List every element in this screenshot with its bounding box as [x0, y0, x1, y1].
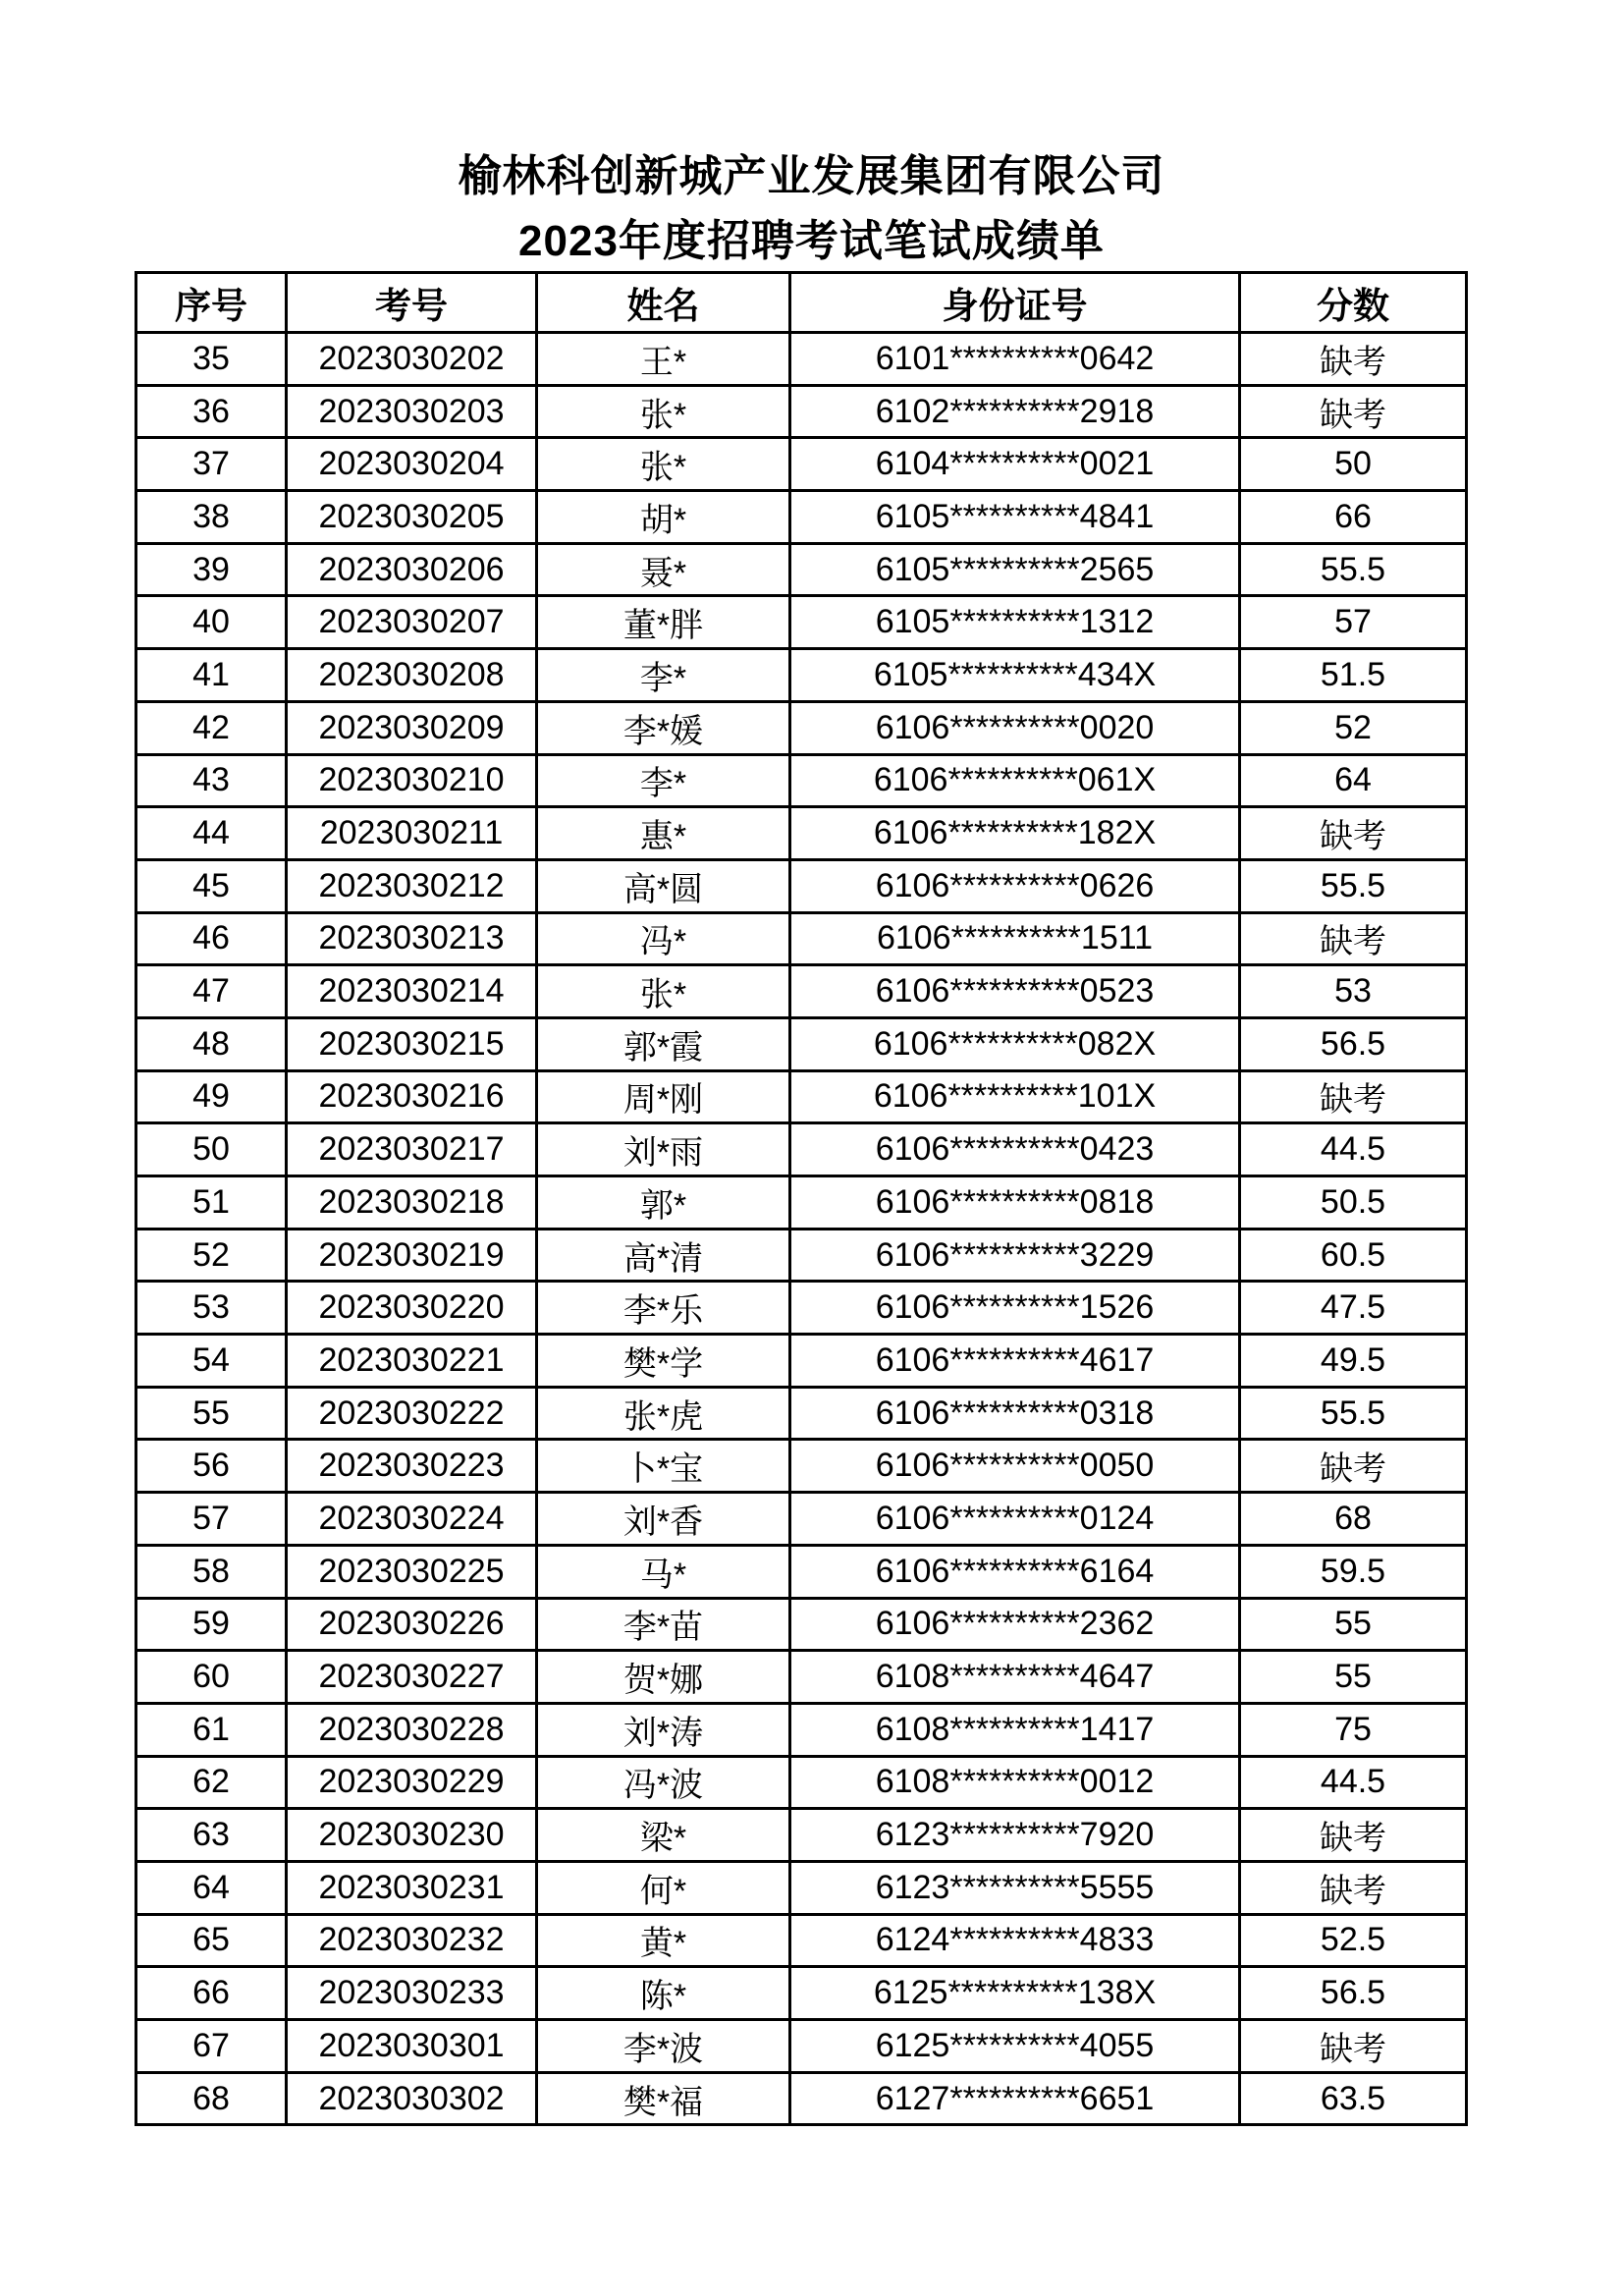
- table-row: [136, 543, 1467, 596]
- cell-name: 刘*香: [537, 1493, 790, 1546]
- cell-serial-number: 45: [136, 859, 287, 912]
- cell-id-number: 6127**********6651: [790, 2072, 1240, 2125]
- table-row: [136, 1493, 1467, 1546]
- cell-score: 缺考: [1240, 1440, 1467, 1493]
- cell-name: 李*波: [537, 2020, 790, 2073]
- cell-name: 冯*波: [537, 1756, 790, 1809]
- cell-score: 缺考: [1240, 385, 1467, 438]
- cell-serial-number: 35: [136, 333, 287, 386]
- cell-name: 樊*福: [537, 2072, 790, 2125]
- cell-exam-number: 2023030214: [287, 965, 537, 1018]
- cell-id-number: 6106**********3229: [790, 1229, 1240, 1282]
- cell-exam-number: 2023030231: [287, 1861, 537, 1914]
- cell-name: 张*: [537, 965, 790, 1018]
- cell-id-number: 6106**********0318: [790, 1387, 1240, 1440]
- cell-name: 樊*学: [537, 1335, 790, 1388]
- cell-exam-number: 2023030204: [287, 438, 537, 491]
- table-row: [136, 1440, 1467, 1493]
- cell-score: 53: [1240, 965, 1467, 1018]
- cell-score: 44.5: [1240, 1756, 1467, 1809]
- cell-id-number: 6125**********4055: [790, 2020, 1240, 2073]
- cell-score: 55.5: [1240, 1387, 1467, 1440]
- cell-name: 聂*: [537, 543, 790, 596]
- cell-id-number: 6102**********2918: [790, 385, 1240, 438]
- cell-serial-number: 54: [136, 1335, 287, 1388]
- cell-name: 卜*宝: [537, 1440, 790, 1493]
- cell-score: 49.5: [1240, 1335, 1467, 1388]
- cell-id-number: 6123**********7920: [790, 1809, 1240, 1862]
- cell-exam-number: 2023030302: [287, 2072, 537, 2125]
- cell-exam-number: 2023030205: [287, 491, 537, 544]
- table-row: [136, 1914, 1467, 1967]
- cell-score: 51.5: [1240, 649, 1467, 702]
- cell-id-number: 6106**********0523: [790, 965, 1240, 1018]
- cell-id-number: 6106**********0626: [790, 859, 1240, 912]
- table-row: [136, 1335, 1467, 1388]
- cell-exam-number: 2023030223: [287, 1440, 537, 1493]
- cell-id-number: 6105**********1312: [790, 596, 1240, 649]
- column-header-score: 分数: [1240, 273, 1467, 333]
- table-row: [136, 1756, 1467, 1809]
- cell-exam-number: 2023030213: [287, 912, 537, 965]
- cell-serial-number: 56: [136, 1440, 287, 1493]
- cell-serial-number: 46: [136, 912, 287, 965]
- cell-score: 52: [1240, 701, 1467, 754]
- cell-score: 63.5: [1240, 2072, 1467, 2125]
- cell-score: 缺考: [1240, 333, 1467, 386]
- cell-score: 缺考: [1240, 2020, 1467, 2073]
- table-row: [136, 491, 1467, 544]
- cell-serial-number: 44: [136, 807, 287, 860]
- cell-exam-number: 2023030229: [287, 1756, 537, 1809]
- cell-id-number: 6101**********0642: [790, 333, 1240, 386]
- cell-serial-number: 64: [136, 1861, 287, 1914]
- cell-name: 何*: [537, 1861, 790, 1914]
- cell-score: 57: [1240, 596, 1467, 649]
- cell-id-number: 6106**********0818: [790, 1176, 1240, 1230]
- column-header-serial-number: 序号: [136, 273, 287, 333]
- cell-exam-number: 2023030219: [287, 1229, 537, 1282]
- table-row: [136, 1861, 1467, 1914]
- cell-exam-number: 2023030224: [287, 1493, 537, 1546]
- cell-score: 59.5: [1240, 1545, 1467, 1598]
- cell-id-number: 6106**********0124: [790, 1493, 1240, 1546]
- cell-score: 55: [1240, 1598, 1467, 1651]
- table-row: [136, 754, 1467, 807]
- cell-name: 刘*雨: [537, 1123, 790, 1176]
- cell-exam-number: 2023030202: [287, 333, 537, 386]
- table-row: [136, 438, 1467, 491]
- cell-id-number: 6108**********0012: [790, 1756, 1240, 1809]
- cell-exam-number: 2023030218: [287, 1176, 537, 1230]
- cell-score: 50: [1240, 438, 1467, 491]
- cell-score: 56.5: [1240, 1967, 1467, 2020]
- cell-exam-number: 2023030211: [287, 807, 537, 860]
- table-row: [136, 859, 1467, 912]
- cell-exam-number: 2023030227: [287, 1651, 537, 1704]
- cell-score: 64: [1240, 754, 1467, 807]
- table-row: [136, 2072, 1467, 2125]
- cell-exam-number: 2023030208: [287, 649, 537, 702]
- cell-serial-number: 37: [136, 438, 287, 491]
- table-row: [136, 2020, 1467, 2073]
- cell-id-number: 6105**********4841: [790, 491, 1240, 544]
- cell-name: 郭*霞: [537, 1017, 790, 1070]
- cell-name: 王*: [537, 333, 790, 386]
- cell-id-number: 6106**********082X: [790, 1017, 1240, 1070]
- cell-exam-number: 2023030215: [287, 1017, 537, 1070]
- cell-name: 冯*: [537, 912, 790, 965]
- cell-serial-number: 49: [136, 1070, 287, 1123]
- cell-score: 68: [1240, 1493, 1467, 1546]
- cell-serial-number: 58: [136, 1545, 287, 1598]
- cell-exam-number: 2023030225: [287, 1545, 537, 1598]
- cell-score: 缺考: [1240, 912, 1467, 965]
- table-row: [136, 1017, 1467, 1070]
- table-row: [136, 1598, 1467, 1651]
- cell-exam-number: 2023030210: [287, 754, 537, 807]
- cell-name: 刘*涛: [537, 1703, 790, 1756]
- table-row: [136, 1176, 1467, 1230]
- cell-score: 47.5: [1240, 1282, 1467, 1335]
- cell-id-number: 6106**********0050: [790, 1440, 1240, 1493]
- table-row: [136, 965, 1467, 1018]
- cell-name: 郭*: [537, 1176, 790, 1230]
- table-row: [136, 701, 1467, 754]
- cell-exam-number: 2023030233: [287, 1967, 537, 2020]
- cell-exam-number: 2023030230: [287, 1809, 537, 1862]
- table-header-row: [136, 273, 1467, 333]
- table-row: [136, 649, 1467, 702]
- score-table: [135, 271, 1468, 2126]
- cell-score: 56.5: [1240, 1017, 1467, 1070]
- cell-serial-number: 60: [136, 1651, 287, 1704]
- cell-score: 66: [1240, 491, 1467, 544]
- column-header-id-number: 身份证号: [790, 273, 1240, 333]
- column-header-name: 姓名: [537, 273, 790, 333]
- cell-name: 周*刚: [537, 1070, 790, 1123]
- cell-name: 高*清: [537, 1229, 790, 1282]
- cell-exam-number: 2023030206: [287, 543, 537, 596]
- cell-exam-number: 2023030220: [287, 1282, 537, 1335]
- cell-serial-number: 68: [136, 2072, 287, 2125]
- cell-serial-number: 67: [136, 2020, 287, 2073]
- table-row: [136, 1229, 1467, 1282]
- cell-id-number: 6106**********1511: [790, 912, 1240, 965]
- cell-serial-number: 53: [136, 1282, 287, 1335]
- cell-name: 李*: [537, 649, 790, 702]
- cell-serial-number: 63: [136, 1809, 287, 1862]
- table-row: [136, 1651, 1467, 1704]
- cell-exam-number: 2023030207: [287, 596, 537, 649]
- cell-name: 高*圆: [537, 859, 790, 912]
- cell-exam-number: 2023030226: [287, 1598, 537, 1651]
- cell-name: 贺*娜: [537, 1651, 790, 1704]
- table-row: [136, 1967, 1467, 2020]
- cell-id-number: 6106**********6164: [790, 1545, 1240, 1598]
- cell-exam-number: 2023030228: [287, 1703, 537, 1756]
- cell-serial-number: 55: [136, 1387, 287, 1440]
- cell-name: 胡*: [537, 491, 790, 544]
- cell-score: 44.5: [1240, 1123, 1467, 1176]
- cell-name: 李*苗: [537, 1598, 790, 1651]
- cell-serial-number: 40: [136, 596, 287, 649]
- table-row: [136, 1703, 1467, 1756]
- cell-exam-number: 2023030212: [287, 859, 537, 912]
- cell-score: 52.5: [1240, 1914, 1467, 1967]
- cell-serial-number: 57: [136, 1493, 287, 1546]
- cell-serial-number: 39: [136, 543, 287, 596]
- cell-name: 马*: [537, 1545, 790, 1598]
- cell-serial-number: 62: [136, 1756, 287, 1809]
- cell-name: 张*: [537, 385, 790, 438]
- cell-serial-number: 59: [136, 1598, 287, 1651]
- cell-exam-number: 2023030203: [287, 385, 537, 438]
- cell-id-number: 6106**********0423: [790, 1123, 1240, 1176]
- cell-exam-number: 2023030221: [287, 1335, 537, 1388]
- cell-score: 55.5: [1240, 859, 1467, 912]
- cell-serial-number: 47: [136, 965, 287, 1018]
- cell-id-number: 6108**********1417: [790, 1703, 1240, 1756]
- table-row: [136, 1070, 1467, 1123]
- cell-serial-number: 42: [136, 701, 287, 754]
- cell-name: 惠*: [537, 807, 790, 860]
- cell-score: 50.5: [1240, 1176, 1467, 1230]
- cell-serial-number: 51: [136, 1176, 287, 1230]
- cell-name: 陈*: [537, 1967, 790, 2020]
- cell-id-number: 6106**********061X: [790, 754, 1240, 807]
- cell-exam-number: 2023030232: [287, 1914, 537, 1967]
- cell-serial-number: 41: [136, 649, 287, 702]
- cell-exam-number: 2023030216: [287, 1070, 537, 1123]
- cell-serial-number: 48: [136, 1017, 287, 1070]
- column-header-exam-number: 考号: [287, 273, 537, 333]
- cell-exam-number: 2023030222: [287, 1387, 537, 1440]
- cell-name: 梁*: [537, 1809, 790, 1862]
- cell-name: 张*: [537, 438, 790, 491]
- cell-id-number: 6106**********182X: [790, 807, 1240, 860]
- cell-score: 60.5: [1240, 1229, 1467, 1282]
- document-subtitle: 2023年度招聘考试笔试成绩单: [518, 217, 1105, 265]
- cell-id-number: 6106**********4617: [790, 1335, 1240, 1388]
- cell-score: 缺考: [1240, 1809, 1467, 1862]
- cell-id-number: 6106**********2362: [790, 1598, 1240, 1651]
- cell-score: 55: [1240, 1651, 1467, 1704]
- cell-id-number: 6123**********5555: [790, 1861, 1240, 1914]
- table-row: [136, 1123, 1467, 1176]
- cell-id-number: 6125**********138X: [790, 1967, 1240, 2020]
- cell-serial-number: 36: [136, 385, 287, 438]
- table-row: [136, 596, 1467, 649]
- cell-serial-number: 66: [136, 1967, 287, 2020]
- table-row: [136, 1809, 1467, 1862]
- cell-id-number: 6106**********101X: [790, 1070, 1240, 1123]
- cell-name: 李*媛: [537, 701, 790, 754]
- table-row: [136, 1545, 1467, 1598]
- cell-serial-number: 61: [136, 1703, 287, 1756]
- cell-serial-number: 65: [136, 1914, 287, 1967]
- cell-id-number: 6108**********4647: [790, 1651, 1240, 1704]
- cell-serial-number: 50: [136, 1123, 287, 1176]
- cell-id-number: 6106**********1526: [790, 1282, 1240, 1335]
- cell-score: 75: [1240, 1703, 1467, 1756]
- table-row: [136, 333, 1467, 386]
- cell-score: 缺考: [1240, 807, 1467, 860]
- table-row: [136, 1387, 1467, 1440]
- table-row: [136, 807, 1467, 860]
- cell-score: 55.5: [1240, 543, 1467, 596]
- cell-id-number: 6106**********0020: [790, 701, 1240, 754]
- cell-name: 张*虎: [537, 1387, 790, 1440]
- cell-exam-number: 2023030301: [287, 2020, 537, 2073]
- cell-serial-number: 38: [136, 491, 287, 544]
- cell-name: 黄*: [537, 1914, 790, 1967]
- cell-serial-number: 43: [136, 754, 287, 807]
- cell-serial-number: 52: [136, 1229, 287, 1282]
- table-row: [136, 385, 1467, 438]
- cell-name: 李*: [537, 754, 790, 807]
- table-row: [136, 912, 1467, 965]
- cell-name: 李*乐: [537, 1282, 790, 1335]
- cell-id-number: 6124**********4833: [790, 1914, 1240, 1967]
- table-row: [136, 1282, 1467, 1335]
- cell-score: 缺考: [1240, 1070, 1467, 1123]
- cell-id-number: 6104**********0021: [790, 438, 1240, 491]
- cell-score: 缺考: [1240, 1861, 1467, 1914]
- cell-name: 董*胖: [537, 596, 790, 649]
- cell-exam-number: 2023030209: [287, 701, 537, 754]
- cell-exam-number: 2023030217: [287, 1123, 537, 1176]
- cell-id-number: 6105**********434X: [790, 649, 1240, 702]
- cell-id-number: 6105**********2565: [790, 543, 1240, 596]
- document-title: 榆林科创新城产业发展集团有限公司: [458, 152, 1165, 200]
